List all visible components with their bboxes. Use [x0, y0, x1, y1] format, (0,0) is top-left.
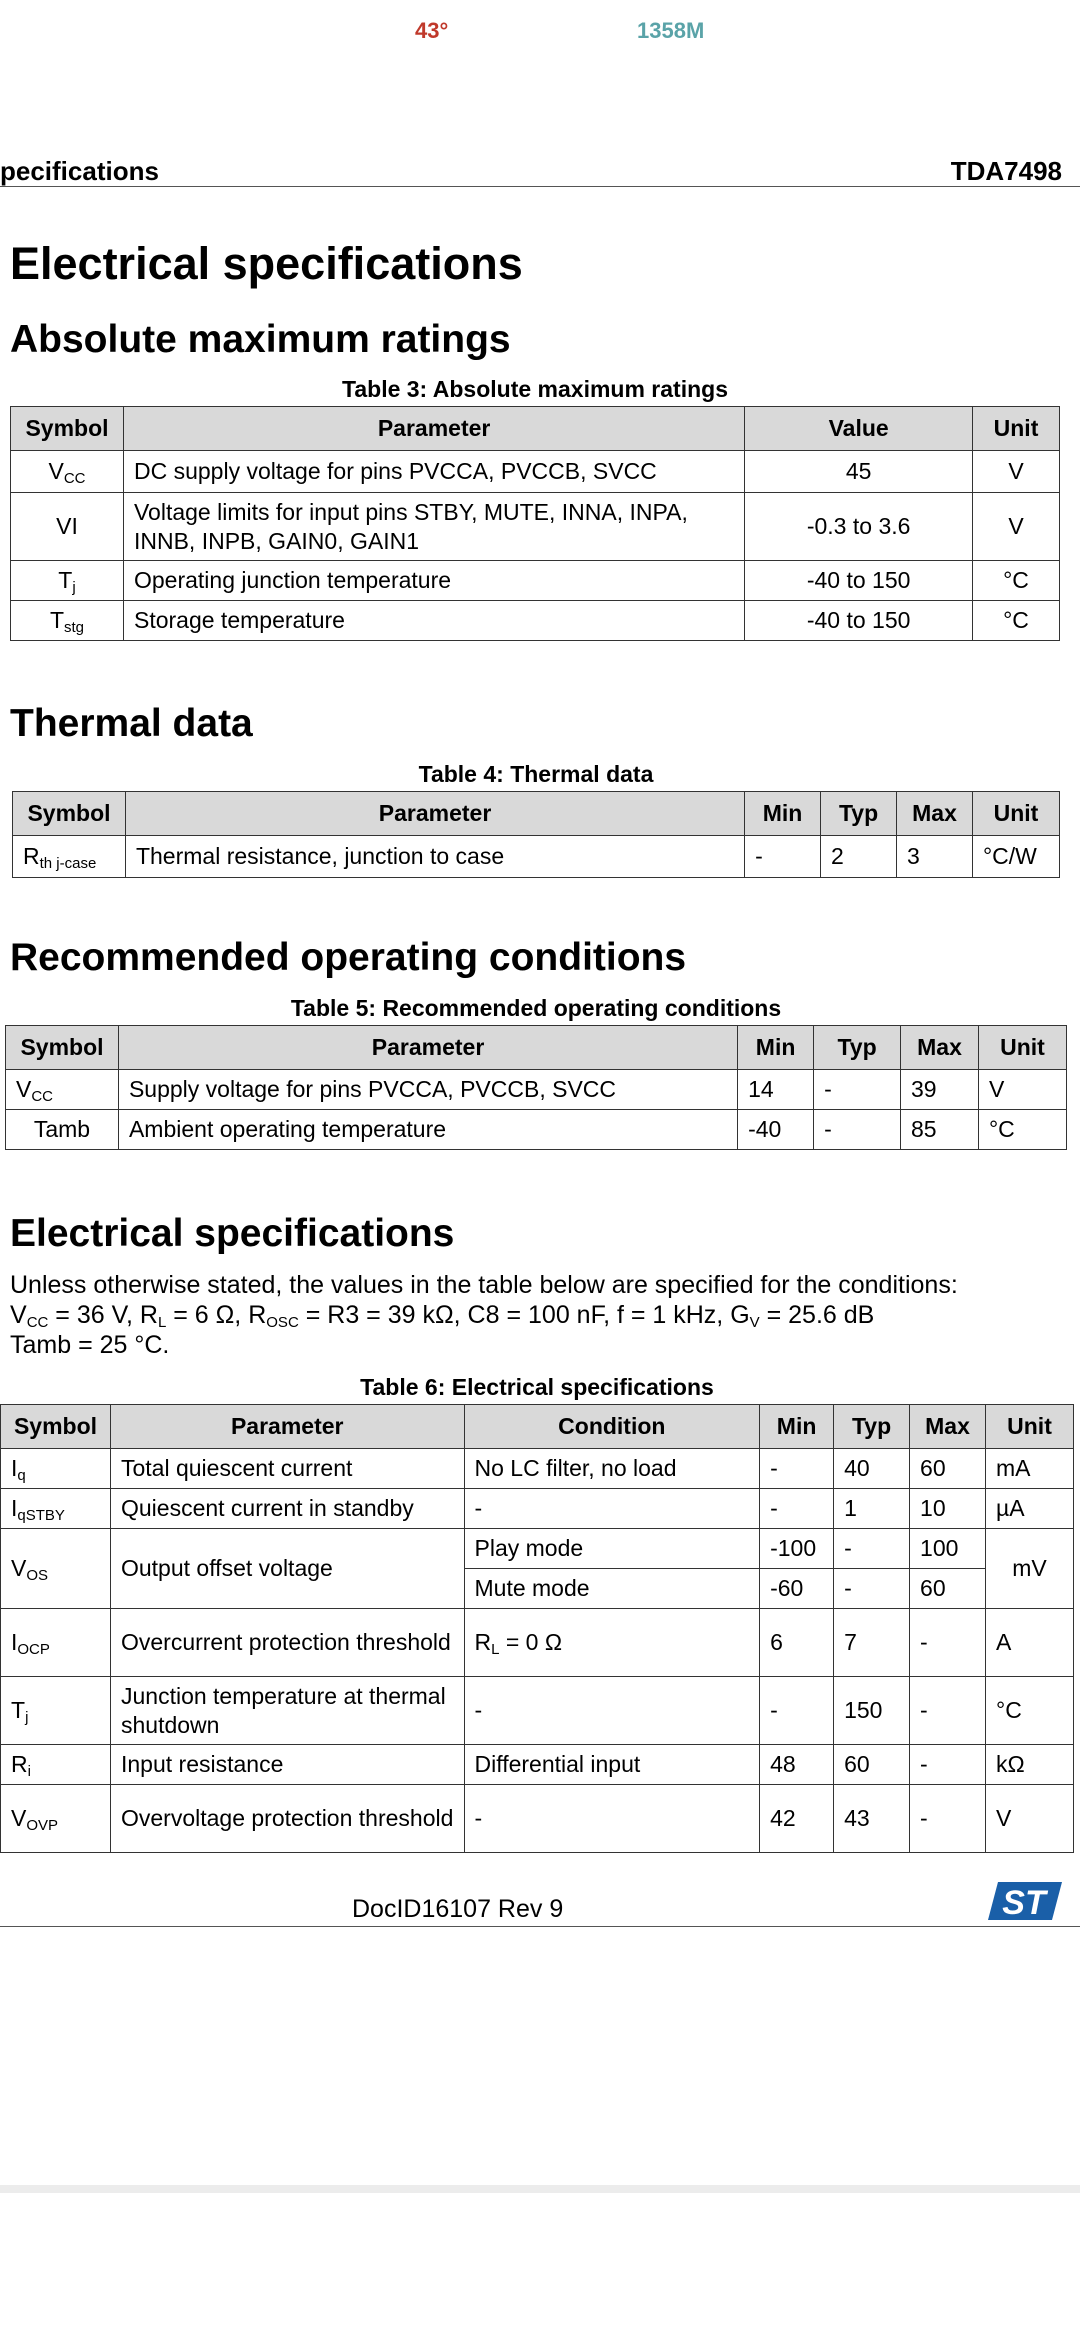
unit-cell: mA — [986, 1449, 1074, 1489]
max-cell: - — [910, 1609, 986, 1677]
table4-caption: Table 4: Thermal data — [418, 761, 654, 787]
col-header: Min — [760, 1405, 834, 1449]
running-header — [0, 150, 1080, 187]
parameter-cell: Ambient operating temperature — [118, 1110, 737, 1150]
max-cell: 85 — [901, 1110, 979, 1150]
unit-cell: °C — [973, 601, 1060, 641]
condition-cell: - — [464, 1677, 760, 1745]
page-title: Electrical specifications — [10, 238, 523, 289]
value-cell: -40 to 150 — [745, 561, 973, 601]
typ-cell: 40 — [834, 1449, 910, 1489]
min-cell: -100 — [760, 1529, 834, 1569]
bottom-bar — [0, 2185, 1080, 2193]
svg-text:ST: ST — [1002, 1884, 1046, 1922]
conditions-paragraph — [10, 1270, 1070, 1360]
parameter-cell: DC supply voltage for pins PVCCA, PVCCB, SVCC — [123, 451, 744, 493]
min-cell: - — [760, 1677, 834, 1745]
footer-divider — [0, 1926, 1080, 1927]
typ-cell: - — [814, 1070, 901, 1110]
symbol-cell: VI — [11, 493, 124, 561]
table5-caption: Table 5: Recommended operating conditions — [290, 995, 782, 1021]
unit-cell: kΩ — [986, 1745, 1074, 1785]
parameter-cell: Quiescent current in standby — [110, 1489, 464, 1529]
value-cell: -0.3 to 3.6 — [745, 493, 973, 561]
typ-cell: - — [834, 1529, 910, 1569]
table6-caption: Table 6: Electrical specifications — [360, 1374, 714, 1400]
max-cell: 60 — [910, 1449, 986, 1489]
table-row — [6, 1110, 1067, 1150]
symbol-cell: $I_q$ — [1, 1449, 111, 1489]
st-logo-icon — [988, 1880, 1062, 1922]
col-header: Symbol — [1, 1405, 111, 1449]
min-cell: -60 — [760, 1569, 834, 1609]
min-cell: - — [745, 836, 821, 878]
condition-cell: Differential input — [464, 1745, 760, 1785]
symbol-cell: $V_{OVP}$ — [1, 1785, 111, 1853]
col-header: Parameter — [123, 407, 744, 451]
unit-cell: A — [986, 1609, 1074, 1677]
max-cell: 39 — [901, 1070, 979, 1110]
condition-cell: Mute mode — [464, 1569, 760, 1609]
parameter-cell: Overvoltage protection threshold — [110, 1785, 464, 1853]
unit-cell: °C/W — [972, 836, 1059, 878]
parameter-cell: Junction temperature at thermal shutdown — [110, 1677, 464, 1745]
memory-indicator: 1358M — [637, 18, 705, 43]
typ-cell: 60 — [834, 1745, 910, 1785]
unit-cell: mV — [986, 1529, 1074, 1609]
table-row — [6, 1070, 1067, 1110]
condition-cell: - — [464, 1489, 760, 1529]
typ-cell: 150 — [834, 1677, 910, 1745]
col-header: Min — [738, 1026, 814, 1070]
col-header: Symbol — [13, 792, 126, 836]
table-row — [1, 1745, 1074, 1785]
max-cell: - — [910, 1785, 986, 1853]
parameter-cell: Total quiescent current — [110, 1449, 464, 1489]
col-header: Unit — [973, 407, 1060, 451]
condition-cell: - — [464, 1785, 760, 1853]
max-cell: 10 — [910, 1489, 986, 1529]
parameter-cell: Storage temperature — [123, 601, 744, 641]
col-header: Condition — [464, 1405, 760, 1449]
heading-recommended: Recommended operating conditions — [10, 936, 687, 979]
min-cell: - — [760, 1449, 834, 1489]
symbol-cell: $R_{th j-case}$ — [13, 836, 126, 878]
table-row — [1, 1449, 1074, 1489]
col-header: Max — [901, 1026, 979, 1070]
heading-electrical: Electrical specifications — [10, 1212, 455, 1255]
unit-cell: °C — [986, 1677, 1074, 1745]
parameter-cell: Overcurrent protection threshold — [110, 1609, 464, 1677]
col-header: Symbol — [6, 1026, 119, 1070]
table-row — [11, 451, 1060, 493]
parameter-cell: Operating junction temperature — [123, 561, 744, 601]
col-header: Typ — [834, 1405, 910, 1449]
symbol-cell: $I_{OCP}$ — [1, 1609, 111, 1677]
min-cell: 42 — [760, 1785, 834, 1853]
table-row — [11, 561, 1060, 601]
col-header: Value — [745, 407, 973, 451]
symbol-cell: $T_j$ — [11, 561, 124, 601]
col-header: Typ — [814, 1026, 901, 1070]
col-header: Symbol — [11, 407, 124, 451]
symbol-cell: $R_i$ — [1, 1745, 111, 1785]
table-row — [1, 1529, 1074, 1569]
unit-cell: °C — [973, 561, 1060, 601]
typ-cell: - — [834, 1569, 910, 1609]
unit-cell: V — [973, 451, 1060, 493]
conditions-line-1: Unless otherwise stated, the values in the table below are specified for the conditions: — [10, 1271, 958, 1299]
unit-cell: V — [978, 1070, 1066, 1110]
max-cell: 100 — [910, 1529, 986, 1569]
value-cell: -40 to 150 — [745, 601, 973, 641]
col-header: Parameter — [110, 1405, 464, 1449]
typ-cell: - — [814, 1110, 901, 1150]
table5 — [5, 1025, 1067, 1150]
table-row — [11, 601, 1060, 641]
unit-cell: °C — [978, 1110, 1066, 1150]
col-header: Parameter — [118, 1026, 737, 1070]
symbol-cell: Tamb — [6, 1110, 119, 1150]
table-row — [11, 493, 1060, 561]
parameter-cell: Output offset voltage — [110, 1529, 464, 1609]
typ-cell: 43 — [834, 1785, 910, 1853]
min-cell: 48 — [760, 1745, 834, 1785]
table6 — [0, 1404, 1074, 1853]
symbol-cell: $I_{qSTBY}$ — [1, 1489, 111, 1529]
heading-thermal: Thermal data — [10, 702, 253, 745]
table-row — [1, 1677, 1074, 1745]
table-row — [1, 1785, 1074, 1853]
min-cell: -40 — [738, 1110, 814, 1150]
unit-cell: V — [973, 493, 1060, 561]
table-row — [13, 836, 1060, 878]
conditions-line-2: $V_{CC} = 36$ V, $R_L = 6$ Ω, $R_{OSC} = R3 = 39$ kΩ, C8 = 100 nF, f = 1 kHz, $G_V = 25.6$ dB — [10, 1301, 875, 1331]
condition-cell: Play mode — [464, 1529, 760, 1569]
min-cell: - — [760, 1489, 834, 1529]
col-header: Unit — [978, 1026, 1066, 1070]
typ-cell: 2 — [821, 836, 897, 878]
condition-cell: No LC filter, no load — [464, 1449, 760, 1489]
running-header-left: pecifications — [0, 156, 159, 186]
min-cell: 6 — [760, 1609, 834, 1677]
col-header: Unit — [986, 1405, 1074, 1449]
running-header-right: TDA7498 — [950, 156, 1062, 186]
table3-caption: Table 3: Absolute maximum ratings — [342, 376, 728, 402]
max-cell: - — [910, 1745, 986, 1785]
table3 — [10, 406, 1060, 641]
temperature-indicator: 43° — [415, 18, 449, 43]
condition-cell: $R_L = 0$ Ω — [464, 1609, 760, 1677]
symbol-cell: $V_{CC}$ — [11, 451, 124, 493]
symbol-cell: $V_{CC}$ — [6, 1070, 119, 1110]
col-header: Max — [910, 1405, 986, 1449]
col-header: Unit — [972, 792, 1059, 836]
table4 — [12, 791, 1060, 878]
col-header: Max — [897, 792, 973, 836]
parameter-cell: Voltage limits for input pins STBY, MUTE, INNA, INPA, INNB, INPB, GAIN0, GAIN1 — [123, 493, 744, 561]
table-row — [1, 1489, 1074, 1529]
typ-cell: 7 — [834, 1609, 910, 1677]
parameter-cell: Input resistance — [110, 1745, 464, 1785]
conditions-line-3: Tamb = 25 °C. — [10, 1331, 170, 1359]
min-cell: 14 — [738, 1070, 814, 1110]
parameter-cell: Thermal resistance, junction to case — [125, 836, 744, 878]
symbol-cell: $T_{stg}$ — [11, 601, 124, 641]
unit-cell: V — [986, 1785, 1074, 1853]
col-header: Typ — [821, 792, 897, 836]
unit-cell: µA — [986, 1489, 1074, 1529]
max-cell: 3 — [897, 836, 973, 878]
col-header: Parameter — [125, 792, 744, 836]
col-header: Min — [745, 792, 821, 836]
max-cell: - — [910, 1677, 986, 1745]
symbol-cell: $V_{OS}$ — [1, 1529, 111, 1609]
doc-id: DocID16107 Rev 9 — [352, 1895, 564, 1923]
table-row — [1, 1609, 1074, 1677]
value-cell: 45 — [745, 451, 973, 493]
parameter-cell: Supply voltage for pins PVCCA, PVCCB, SVCC — [118, 1070, 737, 1110]
symbol-cell: $T_j$ — [1, 1677, 111, 1745]
typ-cell: 1 — [834, 1489, 910, 1529]
heading-absolute-max: Absolute maximum ratings — [10, 318, 511, 361]
max-cell: 60 — [910, 1569, 986, 1609]
